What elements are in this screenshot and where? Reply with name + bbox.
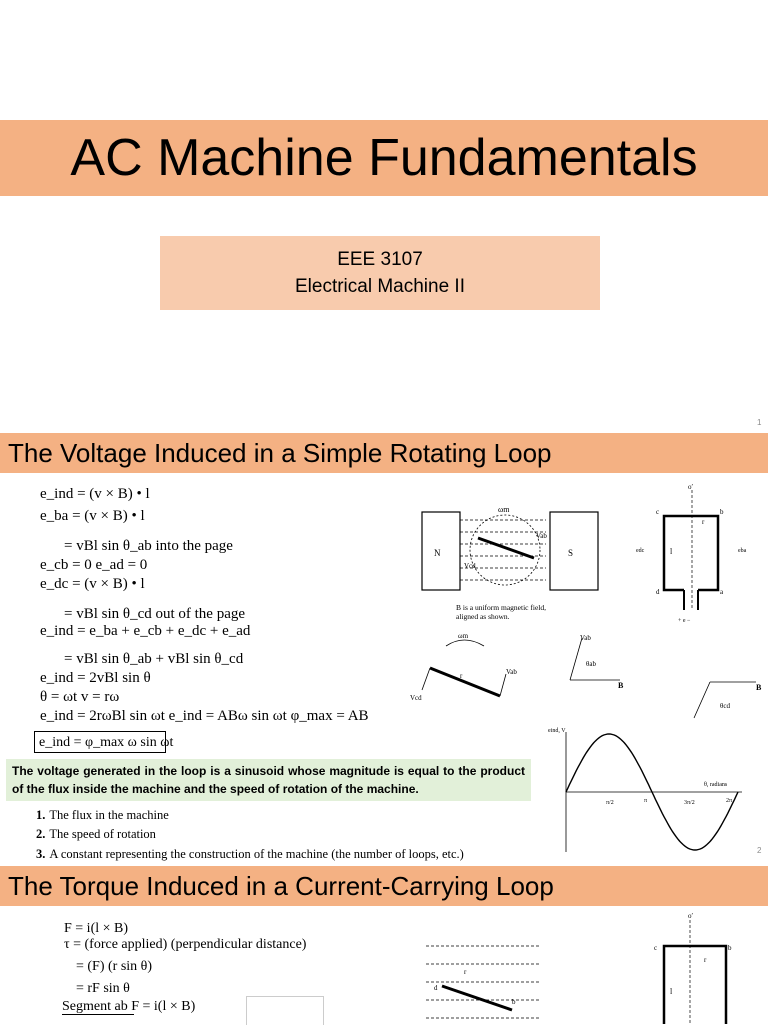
equation-line: e_cb = 0 e_ad = 0 [40, 557, 148, 573]
north-label: N [434, 548, 441, 558]
slide-title: AC Machine Fundamentals [70, 129, 698, 187]
vcd-label: Vcd [464, 562, 476, 570]
loop-conductor [478, 538, 534, 558]
segment-label-underline [62, 996, 134, 1015]
magnet-loop-diagram [420, 500, 600, 600]
loop-frame [664, 946, 726, 1024]
vcd-arrow [422, 668, 430, 690]
north-pole [422, 512, 460, 590]
field-lines [426, 946, 540, 1018]
tick-label: 3π/2 [684, 800, 695, 806]
torque-loop-diagram [420, 936, 560, 1024]
list-number: 3. [36, 847, 46, 861]
subtitle-box [160, 236, 600, 310]
course-name: Electrical Machine II [294, 276, 465, 297]
tick-label: 2π [726, 798, 733, 804]
d-label: d [434, 984, 438, 992]
loop-velocity-diagram [408, 628, 528, 712]
r-label: r [464, 968, 467, 976]
eba-label: eba [738, 548, 747, 554]
b-label: B [618, 681, 624, 690]
l-label: l [670, 987, 673, 996]
equation-line: e_ind = e_ba + e_cb + e_dc + e_ad [40, 623, 251, 639]
page-number-1: 1 [757, 418, 762, 427]
equation-line: = vBl sin θ_ab + vBl sin θ_cd [64, 651, 244, 667]
c-label: c [656, 508, 660, 516]
vcd-label: Vcd [410, 694, 422, 702]
b-label: b [728, 944, 732, 952]
torque-loop-front-view [630, 906, 750, 1024]
equation-line: = (F) (r sin θ) [76, 959, 153, 974]
b-label: B [756, 683, 762, 692]
list-text: A constant representing the construction of the machine (the number of loops, etc.) [49, 847, 464, 861]
highlight-text: The voltage generated in the loop is a sinusoid whose magnitude is equal to the product of the flux inside the machine and the speed of rotation of the machine. [6, 759, 531, 801]
loop-conductor [430, 668, 500, 696]
a-label: a [720, 588, 724, 596]
equation-line: e_ba = (v × B) • l [40, 508, 145, 524]
south-label: S [568, 548, 574, 558]
section-heading-2: The Voltage Induced in a Simple Rotating Loop [8, 438, 552, 468]
theta-ab-diagram [560, 630, 640, 690]
equation-line: τ = (force applied) (perpendicular distance) [64, 937, 307, 952]
r-label: r [704, 956, 707, 964]
d-label: d [656, 588, 660, 596]
equation-line: θ = ωt v = rω [40, 689, 120, 705]
b-label: b [720, 508, 724, 516]
theta-cd-label: θcd [720, 702, 730, 710]
loop-front-view [622, 482, 762, 624]
o-prime-label: o′ [688, 912, 694, 920]
list-item [36, 846, 464, 862]
figure-caption: B is a uniform magnetic field, aligned as shown. [456, 603, 546, 621]
r-label: r [460, 672, 463, 680]
equation-line: Segment ab F = i(l × B) [62, 999, 196, 1014]
list-text: The speed of rotation [49, 827, 156, 841]
rotation-circle [470, 515, 540, 585]
omega-label: ωm [498, 505, 510, 514]
equation-line: = vBl sin θ_cd out of the page [64, 606, 246, 622]
equation-line: F = i(l × B) [64, 921, 129, 936]
equation-line: = vBl sin θ_ab into the page [64, 538, 233, 554]
theta-cd-diagram [680, 672, 766, 732]
omega-label: ωm [458, 632, 469, 640]
edc-label: edc [636, 548, 645, 554]
vab-arrow [500, 674, 506, 696]
tick-label: π [644, 798, 648, 804]
theta-ab-label: θab [586, 660, 596, 668]
c-label: c [654, 944, 658, 952]
list-text: The flux in the machine [49, 808, 169, 822]
list-number: 1. [36, 808, 46, 822]
equation-line: e_dc = (v × B) • l [40, 576, 145, 592]
vab-label: Vab [580, 634, 591, 642]
vcd-vector [694, 682, 710, 718]
l-label: l [670, 547, 673, 556]
x-axis-label: θ, radians [704, 782, 728, 788]
polarity-label: + e − [678, 618, 691, 624]
equation-line: e_ind = 2rωBl sin ωt e_ind = ABω sin ωt φ_max = AB [40, 708, 369, 724]
list-number: 2. [36, 827, 46, 841]
r-label: r [702, 518, 705, 526]
list-item [36, 807, 169, 823]
boxed-equation: e_ind = φ_max ω sin ωt [34, 731, 166, 753]
equation-line: e_ind = (v × B) • l [40, 486, 150, 502]
equation-line: = rF sin θ [76, 981, 130, 996]
b-label: b [512, 998, 516, 1006]
equation-line: e_ind = 2vBl sin θ [40, 670, 151, 686]
list-item [36, 826, 156, 842]
course-code: EEE 3107 [337, 249, 423, 270]
loop-conductor [442, 986, 512, 1010]
y-axis-label: eind, V [548, 728, 566, 734]
page-number-2: 2 [757, 846, 762, 855]
tick-label: π/2 [606, 800, 614, 806]
table-box [246, 996, 324, 1025]
south-pole [550, 512, 598, 590]
vab-vector [570, 638, 582, 680]
vab-label: Vab [536, 532, 547, 540]
rotation-arc [446, 640, 484, 646]
section-heading-3: The Torque Induced in a Current-Carrying Loop [8, 871, 554, 901]
sinusoid-plot [538, 724, 748, 856]
o-prime-label: o′ [688, 483, 694, 491]
vab-label: Vab [506, 668, 517, 676]
